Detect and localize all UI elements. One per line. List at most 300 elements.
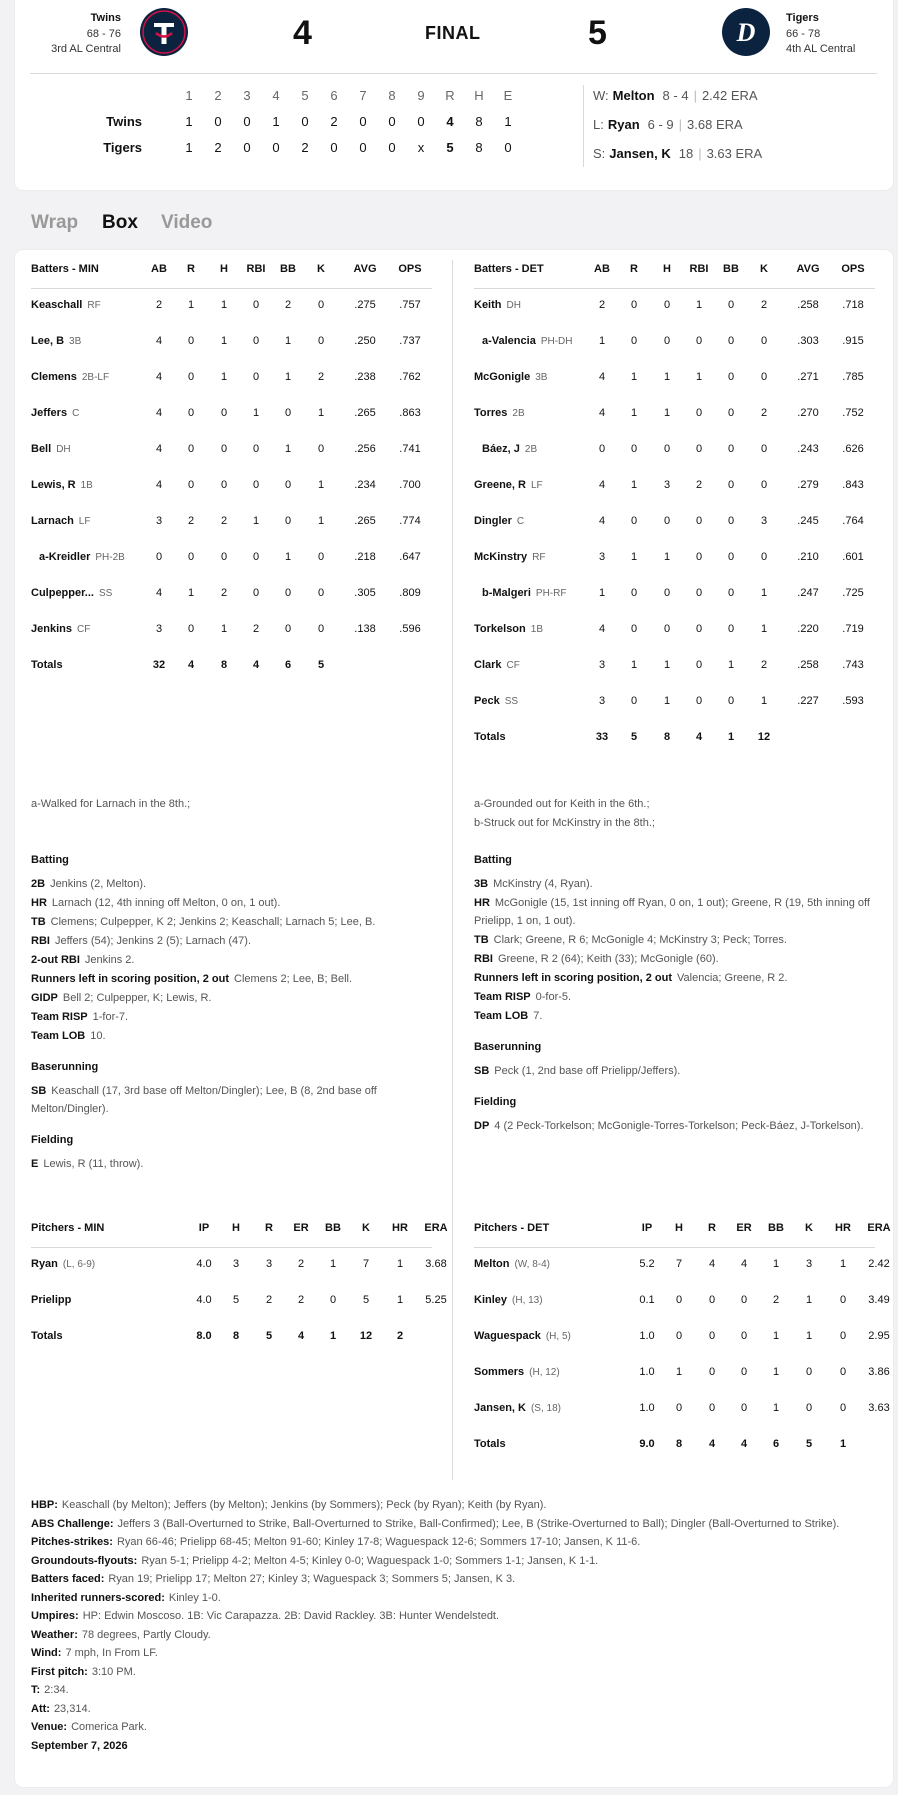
- linescore-column-header: H: [474, 88, 484, 103]
- stat-cell: 7: [362, 1258, 370, 1270]
- stat-cell: 3: [760, 515, 768, 527]
- column-header: BB: [325, 1222, 341, 1234]
- note-line: [31, 989, 436, 1007]
- stat-cell: 0: [155, 551, 163, 563]
- player-cell: [474, 479, 543, 491]
- game-info-label: Batters faced:: [31, 1573, 105, 1585]
- stat-cell: .593: [842, 695, 864, 707]
- game-info-line: [31, 1718, 877, 1737]
- player-name[interactable]: Kinley: [474, 1294, 508, 1306]
- note-line: [31, 1082, 436, 1118]
- table-row: [474, 659, 875, 695]
- stat-cell: 0: [329, 1294, 337, 1306]
- stat-cell: .243: [797, 443, 819, 455]
- stat-cell: 1: [663, 695, 671, 707]
- game-info-line: [31, 1607, 877, 1626]
- player-position: 2B-LF: [81, 372, 110, 383]
- column-header: BB: [768, 1222, 784, 1234]
- stat-cell: 0: [187, 371, 195, 383]
- stat-cell: .725: [842, 587, 864, 599]
- stat-cell: 0: [663, 515, 671, 527]
- player-name[interactable]: Jansen, K: [474, 1402, 526, 1414]
- section-title: Batting: [31, 854, 69, 866]
- decision-era: 3.68 ERA: [687, 117, 743, 132]
- player-name[interactable]: Torkelson: [474, 623, 526, 635]
- player-name[interactable]: Prielipp: [31, 1294, 72, 1306]
- total-cell: 1: [329, 1330, 337, 1342]
- stat-cell: 0: [695, 587, 703, 599]
- note-text: Larnach (12, 4th inning off Melton, 0 on, 1 out).: [51, 897, 281, 909]
- stat-cell: 4: [155, 407, 163, 419]
- table-row: [474, 1330, 890, 1366]
- stat-cell: 1: [220, 623, 228, 635]
- player-name[interactable]: Sommers: [474, 1366, 525, 1378]
- table-row: [31, 1258, 447, 1294]
- note-label: 2-out RBI: [31, 954, 80, 966]
- total-cell: 2: [396, 1330, 404, 1342]
- player-name[interactable]: Clark: [474, 659, 502, 671]
- section-title: Baserunning: [474, 1041, 542, 1053]
- player-name[interactable]: a-Valencia: [482, 335, 536, 347]
- table-row: [31, 1294, 447, 1330]
- total-cell: 33: [595, 731, 609, 743]
- stat-cell: .220: [797, 623, 819, 635]
- player-cell: [474, 623, 543, 635]
- decision-row: [593, 146, 762, 161]
- player-name[interactable]: McGonigle: [474, 371, 531, 383]
- note-text: Clemens 2; Lee, B; Bell.: [234, 973, 353, 985]
- player-name[interactable]: Jeffers: [31, 407, 68, 419]
- note-text: 10.: [90, 1030, 106, 1042]
- player-name[interactable]: Bell: [31, 443, 52, 455]
- game-info-label: Att:: [31, 1702, 50, 1715]
- separator: |: [693, 88, 697, 103]
- note-text: Jenkins 2.: [84, 954, 135, 966]
- stat-cell: 1: [284, 551, 292, 563]
- column-header: H: [675, 1222, 683, 1234]
- game-info-line: [31, 1644, 877, 1663]
- fielding-section: [474, 1093, 879, 1135]
- stat-cell: 2: [284, 299, 292, 311]
- stat-cell: .218: [354, 551, 376, 563]
- section-gap: [31, 1174, 436, 1186]
- baserunning-section: [31, 1058, 436, 1118]
- stat-cell: 0: [675, 1402, 683, 1414]
- player-cell: [31, 335, 81, 347]
- total-cell: 4: [708, 1438, 716, 1450]
- decision-pitcher-name[interactable]: Melton: [612, 88, 655, 103]
- game-info-label: HBP:: [31, 1499, 58, 1511]
- header-divider: [30, 73, 877, 74]
- player-name[interactable]: Dingler: [474, 515, 512, 527]
- table-row: [474, 1294, 890, 1330]
- game-info-text: 3:10 PM.: [91, 1665, 136, 1678]
- stat-cell: .596: [399, 623, 421, 635]
- stat-cell: 0: [630, 695, 638, 707]
- total-cell: 9.0: [639, 1438, 655, 1450]
- stat-cell: 0: [727, 371, 735, 383]
- totals-label: Totals: [474, 1438, 506, 1450]
- table-row: [474, 695, 875, 731]
- linescore-team-name: Twins: [106, 114, 142, 129]
- table-row: [474, 299, 875, 335]
- stat-cell: 0: [740, 1294, 748, 1306]
- table-row: [474, 371, 875, 407]
- stat-cell: 1: [839, 1258, 847, 1270]
- player-name[interactable]: Peck: [474, 695, 500, 707]
- note-line: [474, 1117, 879, 1135]
- stat-cell: 0: [252, 479, 260, 491]
- note-text: Lewis, R (11, throw).: [43, 1158, 144, 1170]
- linescore-divider: [583, 85, 584, 167]
- note-text: Clemens; Culpepper, K 2; Jenkins 2; Keaschall; Larnach 5; Lee, B.: [50, 916, 376, 928]
- player-cell: [474, 407, 525, 419]
- stat-cell: 0: [695, 551, 703, 563]
- player-position: RF: [532, 552, 546, 563]
- table-row: [474, 623, 875, 659]
- player-name[interactable]: Melton: [474, 1258, 510, 1270]
- stat-cell: 1: [317, 479, 325, 491]
- decision-pitcher-name[interactable]: Jansen, K: [609, 146, 671, 161]
- decision-row: [593, 117, 743, 132]
- stat-cell: 2: [317, 371, 325, 383]
- stat-cell: 1: [284, 443, 292, 455]
- stat-cell: 1: [220, 299, 228, 311]
- baserunning-section: [474, 1038, 879, 1080]
- linescore-cell: 0: [388, 140, 396, 155]
- stat-cell: .764: [842, 515, 864, 527]
- total-cell: 1: [839, 1438, 847, 1450]
- player-name[interactable]: Báez, J: [482, 443, 520, 455]
- player-name[interactable]: Lewis, R: [31, 479, 76, 491]
- total-cell: 6: [772, 1438, 780, 1450]
- stat-cell: 0: [252, 443, 260, 455]
- linescore-cell: 0: [359, 114, 367, 129]
- linescore-cell: 0: [504, 140, 512, 155]
- stat-cell: 0: [740, 1366, 748, 1378]
- table-row: [31, 515, 432, 551]
- tab-video[interactable]: Video: [161, 212, 213, 233]
- stat-cell: 0: [695, 659, 703, 671]
- stat-cell: .258: [797, 299, 819, 311]
- stat-cell: 1: [695, 371, 703, 383]
- linescore-cell: 0: [214, 114, 222, 129]
- player-cell: [474, 1294, 543, 1306]
- stat-cell: .305: [354, 587, 376, 599]
- stat-cell: 3.68: [425, 1258, 447, 1270]
- note-label: Runners left in scoring position, 2 out: [474, 972, 673, 984]
- stat-cell: 0: [187, 623, 195, 635]
- player-cell: [474, 443, 537, 455]
- decision-row: [593, 88, 758, 103]
- player-cell: [31, 587, 112, 599]
- decision-label: L:: [593, 117, 604, 132]
- home-team-record: 66 - 78: [786, 28, 821, 40]
- column-header: K: [362, 1222, 370, 1234]
- stat-cell: .737: [399, 335, 421, 347]
- home-pitchers-table: [474, 1222, 891, 1474]
- column-header: H: [220, 263, 228, 275]
- stat-cell: 0: [760, 371, 768, 383]
- player-cell: [31, 551, 125, 563]
- player-position: PH-DH: [540, 336, 573, 347]
- game-info-label: T:: [31, 1684, 41, 1696]
- stat-cell: 0: [630, 335, 638, 347]
- stat-cell: 0: [727, 551, 735, 563]
- player-name[interactable]: Jenkins: [31, 623, 72, 635]
- column-header: ER: [293, 1222, 309, 1234]
- stat-cell: 2: [265, 1294, 273, 1306]
- stat-cell: 2.95: [868, 1330, 890, 1342]
- decision-era: 3.63 ERA: [706, 146, 763, 161]
- stat-cell: 2: [772, 1294, 780, 1306]
- player-name[interactable]: b-Malgeri: [482, 587, 531, 599]
- game-info-line: [31, 1496, 877, 1515]
- stat-cell: 1: [598, 587, 606, 599]
- stat-cell: 2: [695, 479, 703, 491]
- player-cell: [474, 371, 547, 383]
- stat-cell: 0: [727, 515, 735, 527]
- totals-row: [31, 1330, 432, 1366]
- stat-cell: 1: [284, 335, 292, 347]
- stat-cell: 1: [396, 1258, 404, 1270]
- home-team-name: Tigers: [786, 12, 819, 24]
- stat-cell: 3: [598, 659, 606, 671]
- stat-cell: .245: [797, 515, 819, 527]
- home-team-standing: 4th AL Central: [786, 43, 856, 55]
- player-position: SS: [98, 588, 113, 599]
- stat-cell: 0: [284, 407, 292, 419]
- stat-cell: 3: [598, 695, 606, 707]
- player-name[interactable]: Greene, R: [474, 479, 526, 491]
- linescore-cell: 0: [243, 114, 251, 129]
- stat-cell: 0: [187, 479, 195, 491]
- total-cell: 8: [220, 659, 228, 671]
- note-label: GIDP: [31, 992, 58, 1004]
- note-label: 2B: [31, 878, 46, 890]
- total-cell: 4: [695, 731, 703, 743]
- note-label: RBI: [474, 953, 493, 965]
- note-label: TB: [31, 916, 46, 928]
- total-cell: 4: [187, 659, 195, 671]
- scoreboard-header: [15, 0, 893, 190]
- player-name[interactable]: Torres: [474, 407, 508, 419]
- player-cell: [474, 299, 521, 311]
- player-name[interactable]: McKinstry: [474, 551, 528, 563]
- stat-cell: 3.49: [868, 1294, 890, 1306]
- stat-cell: 0: [805, 1366, 813, 1378]
- player-cell: [31, 299, 101, 311]
- stat-cell: .752: [842, 407, 864, 419]
- player-position: CF: [76, 624, 91, 635]
- stat-cell: 0: [252, 551, 260, 563]
- player-cell: [474, 1366, 560, 1378]
- player-position: 2B: [524, 444, 538, 455]
- linescore-column-header: 4: [272, 88, 280, 103]
- linescore-cell: 0: [243, 140, 251, 155]
- stat-cell: 5: [362, 1294, 370, 1306]
- note-label: TB: [474, 934, 489, 946]
- stat-cell: 0: [187, 407, 195, 419]
- linescore-cell: 0: [301, 114, 309, 129]
- stat-cell: .757: [399, 299, 421, 311]
- stat-cell: .647: [399, 551, 421, 563]
- linescore-cell: 2: [330, 114, 338, 129]
- game-info-line: [31, 1515, 877, 1534]
- pitcher-decision: (H, 12): [529, 1367, 560, 1378]
- section-gap: [31, 1046, 436, 1058]
- linescore-cell: 1: [272, 114, 280, 129]
- total-cell: 5: [265, 1330, 273, 1342]
- stat-cell: 1: [187, 587, 195, 599]
- twins-logo-icon[interactable]: [140, 8, 188, 56]
- stat-cell: 0: [187, 335, 195, 347]
- section-title: Batting: [474, 854, 512, 866]
- column-header: H: [232, 1222, 240, 1234]
- player-cell: [474, 1330, 571, 1342]
- player-position: PH-2B: [95, 552, 125, 563]
- player-name[interactable]: Keaschall: [31, 299, 83, 311]
- game-info-line: [31, 1626, 877, 1645]
- column-header: AVG: [353, 263, 377, 275]
- player-name[interactable]: Clemens: [31, 371, 77, 383]
- stat-cell: 2: [598, 299, 606, 311]
- linescore-column-header: 6: [330, 88, 338, 103]
- game-info-label: ABS Challenge:: [31, 1517, 114, 1530]
- linescore-cell: 1: [504, 114, 512, 129]
- stat-cell: 0: [187, 443, 195, 455]
- section-gap: [474, 1136, 879, 1148]
- stat-cell: 1: [317, 407, 325, 419]
- section-gap: [474, 1026, 879, 1038]
- stat-cell: 0: [284, 587, 292, 599]
- stat-cell: 5.25: [425, 1294, 447, 1306]
- stat-cell: 1: [630, 659, 638, 671]
- total-cell: 12: [757, 731, 771, 743]
- stat-cell: 3: [805, 1258, 813, 1270]
- tab-box[interactable]: Box: [102, 212, 138, 233]
- stat-cell: .247: [797, 587, 819, 599]
- column-header: BB: [723, 263, 739, 275]
- game-date: September 7, 2026: [31, 1739, 128, 1752]
- stat-cell: 0: [839, 1330, 847, 1342]
- game-info: [31, 1496, 877, 1755]
- decision-pitcher-name[interactable]: Ryan: [607, 117, 640, 132]
- player-cell: [474, 551, 546, 563]
- player-name[interactable]: Waguespack: [474, 1330, 541, 1342]
- stat-cell: 1: [805, 1294, 813, 1306]
- note-text: Jeffers (54); Jenkins 2 (5); Larnach (47).: [54, 935, 252, 947]
- stat-cell: 0: [760, 479, 768, 491]
- player-name[interactable]: Ryan: [31, 1258, 58, 1270]
- batting-section: [474, 851, 879, 1025]
- note-line: [474, 950, 879, 968]
- stat-cell: 2: [220, 587, 228, 599]
- stat-cell: .250: [354, 335, 376, 347]
- stat-cell: 2: [760, 659, 768, 671]
- note-text: Greene, R 2 (64); Keith (33); McGonigle (60).: [497, 953, 719, 965]
- stat-cell: 0: [663, 587, 671, 599]
- stat-cell: 0: [630, 299, 638, 311]
- game-info-label: Wind:: [31, 1647, 62, 1659]
- note-text: Keaschall (17, 3rd base off Melton/Dingler); Lee, B (8, 2nd base off Melton/Dingler).: [31, 1085, 377, 1115]
- stat-cell: .741: [399, 443, 421, 455]
- game-info-line: [31, 1552, 877, 1571]
- linescore-cell: 8: [475, 114, 483, 129]
- player-name[interactable]: Culpepper...: [31, 587, 94, 599]
- player-name[interactable]: Keith: [474, 299, 502, 311]
- player-name[interactable]: Lee, B: [31, 335, 65, 347]
- stat-cell: 1: [630, 479, 638, 491]
- stat-cell: 0: [727, 335, 735, 347]
- table-row: [474, 587, 875, 623]
- stat-cell: 1: [630, 371, 638, 383]
- player-position: 1B: [80, 480, 93, 491]
- game-info-text: Keaschall (by Melton); Jeffers (by Melton); Jenkins (by Sommers); Peck (by Ryan); Keith (by Ryan).: [61, 1499, 547, 1511]
- game-info-label: Groundouts-flyouts:: [31, 1554, 138, 1567]
- stat-cell: 1: [772, 1258, 780, 1270]
- note-text: 4 (2 Peck-Torkelson; McGonigle-Torres-Torkelson; Peck-Báez, J-Torkelson).: [494, 1120, 864, 1132]
- stat-cell: 1: [695, 299, 703, 311]
- total-cell: 1: [727, 731, 735, 743]
- stat-cell: 3.86: [868, 1366, 890, 1378]
- stat-cell: 0: [708, 1330, 716, 1342]
- pitcher-decision: (L, 6-9): [62, 1259, 96, 1270]
- total-cell: 6: [284, 659, 292, 671]
- section-title: Fielding: [31, 1134, 74, 1146]
- away-batters-table: [31, 263, 432, 695]
- stat-cell: 0: [317, 335, 325, 347]
- player-cell: [31, 443, 71, 455]
- stat-cell: 1: [772, 1330, 780, 1342]
- game-info-label: Umpires:: [31, 1610, 79, 1622]
- column-header: RBI: [689, 263, 709, 275]
- stat-cell: 0: [675, 1294, 683, 1306]
- stat-cell: .265: [354, 515, 376, 527]
- tab-wrap[interactable]: Wrap: [31, 212, 79, 233]
- note-text: Bell 2; Culpepper, K; Lewis, R.: [62, 992, 212, 1004]
- stat-cell: 0: [760, 335, 768, 347]
- note-text: Valencia; Greene, R 2.: [677, 972, 788, 984]
- player-name[interactable]: a-Kreidler: [39, 551, 91, 563]
- player-name[interactable]: Larnach: [31, 515, 74, 527]
- stat-cell: 0: [708, 1366, 716, 1378]
- column-header: R: [187, 263, 195, 275]
- player-cell: [474, 659, 520, 671]
- total-cell: 32: [152, 659, 166, 671]
- stat-cell: 1: [252, 407, 260, 419]
- note-line: [474, 1062, 879, 1080]
- player-position: DH: [506, 300, 521, 311]
- section-title: Baserunning: [31, 1061, 99, 1073]
- linescore-cell: 2: [214, 140, 222, 155]
- column-header: R: [265, 1222, 273, 1234]
- stat-cell: 0: [317, 587, 325, 599]
- tigers-logo-icon[interactable]: [722, 8, 770, 56]
- player-position: 3B: [69, 336, 82, 347]
- stat-cell: 3: [232, 1258, 240, 1270]
- linescore-cell: 0: [330, 140, 338, 155]
- game-info-text: 23,314.: [53, 1702, 91, 1715]
- stat-cell: .762: [399, 371, 421, 383]
- column-header: HR: [392, 1222, 408, 1234]
- substitution-notes: [474, 795, 879, 851]
- note-label: HR: [31, 897, 47, 909]
- table-row: [31, 335, 432, 371]
- player-position: 2B: [512, 408, 525, 419]
- stat-cell: 1: [772, 1366, 780, 1378]
- stat-cell: .234: [354, 479, 376, 491]
